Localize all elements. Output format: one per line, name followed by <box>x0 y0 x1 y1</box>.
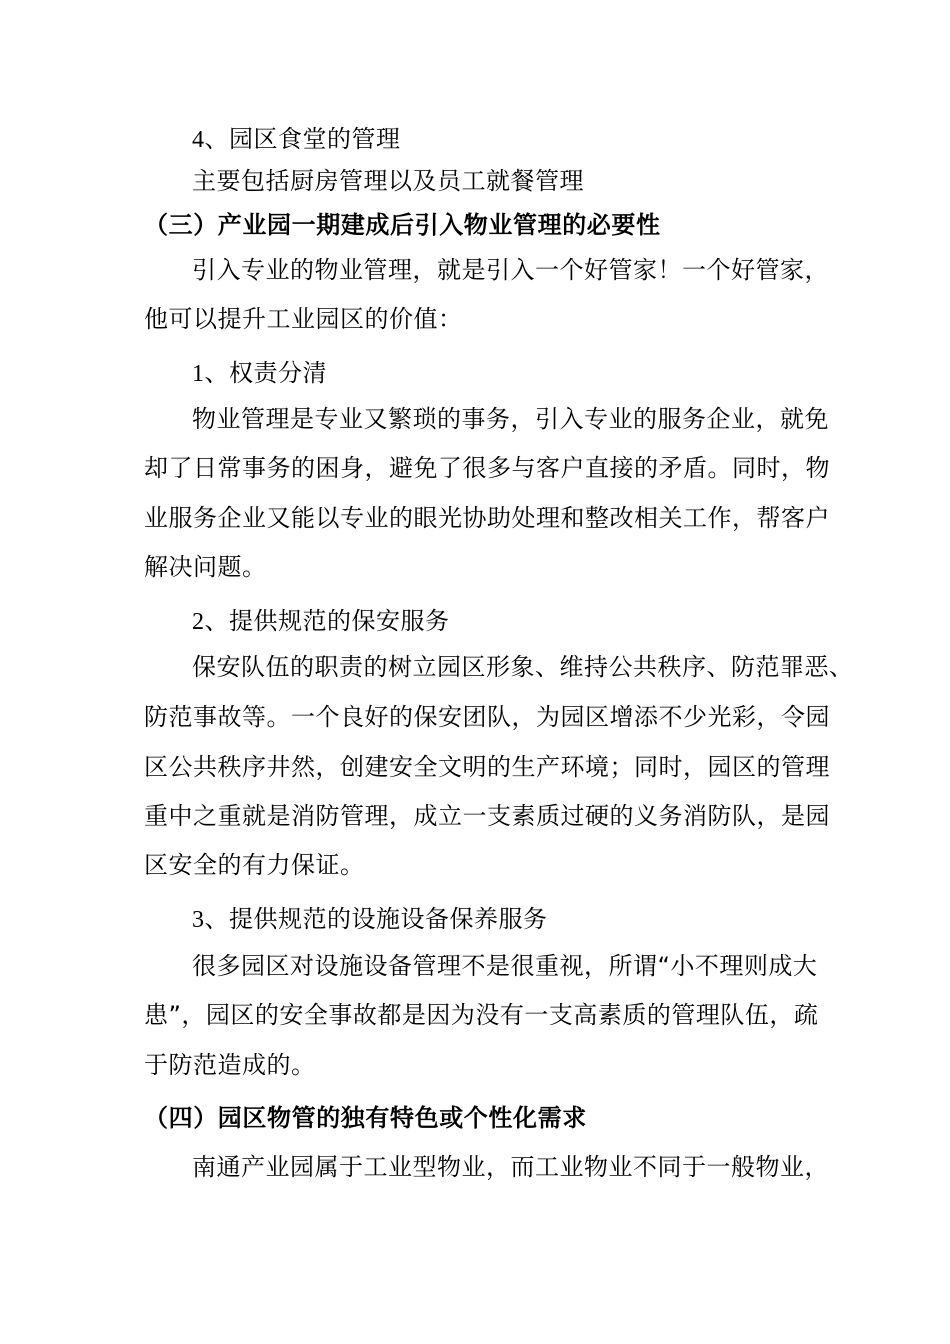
paragraph-line: 防范事故等。一个良好的保安团队，为园区增添不少光彩，令园 <box>144 703 830 731</box>
paragraph-line: 患”，园区的安全事故都是因为没有一支高素质的管理队伍，疏 <box>144 1001 819 1029</box>
paragraph-line: 于防范造成的。 <box>144 1051 316 1079</box>
paragraph-line: 重中之重就是消防管理，成立一支素质过硬的义务消防队，是园 <box>144 802 830 830</box>
list-item-title: 、权责分清 <box>204 359 327 387</box>
list-number: 2 <box>192 609 205 635</box>
paragraph-line: 南通产业园属于工业型物业，而工业物业不同于一般物业， <box>192 1153 829 1181</box>
list-number: 3 <box>192 907 205 933</box>
list-number: 4 <box>192 127 205 153</box>
section-heading: （四）园区物管的独有特色或个性化需求 <box>144 1104 587 1132</box>
list-number: 1 <box>192 361 205 387</box>
paragraph-line: 很多园区对设施设备管理不是很重视，所谓“小不理则成大 <box>192 952 818 980</box>
list-item-heading <box>192 606 450 637</box>
paragraph-line: 主要包括厨房管理以及员工就餐管理 <box>192 167 584 195</box>
list-item-heading <box>192 358 327 389</box>
paragraph-line: 区安全的有力保证。 <box>144 851 365 879</box>
paragraph-line: 引入专业的物业管理，就是引入一个好管家！一个好管家， <box>192 256 829 284</box>
paragraph-line: 业服务企业又能以专业的眼光协助处理和整改相关工作，帮客户 <box>144 504 830 532</box>
paragraph-line: 解决问题。 <box>144 553 267 581</box>
paragraph-line: 他可以提升工业园区的价值： <box>144 305 463 333</box>
paragraph-line: 却了日常事务的困身，避免了很多与客户直接的矛盾。同时，物 <box>144 454 830 482</box>
list-item-heading <box>192 124 401 155</box>
list-item-title: 、提供规范的保安服务 <box>204 607 450 635</box>
paragraph-line: 物业管理是专业又繁琐的事务，引入专业的服务企业，就免 <box>192 405 829 433</box>
list-item-title: 、提供规范的设施设备保养服务 <box>204 905 548 933</box>
section-heading: （三）产业园一期建成后引入物业管理的必要性 <box>144 211 661 239</box>
paragraph-line: 保安队伍的职责的树立园区形象、维持公共秩序、防范罪恶、 <box>192 653 854 681</box>
paragraph-line: 区公共秩序井然，创建安全文明的生产环境；同时，园区的管理 <box>144 753 830 781</box>
list-item-heading <box>192 904 548 935</box>
list-item-title: 、园区食堂的管理 <box>204 125 401 153</box>
